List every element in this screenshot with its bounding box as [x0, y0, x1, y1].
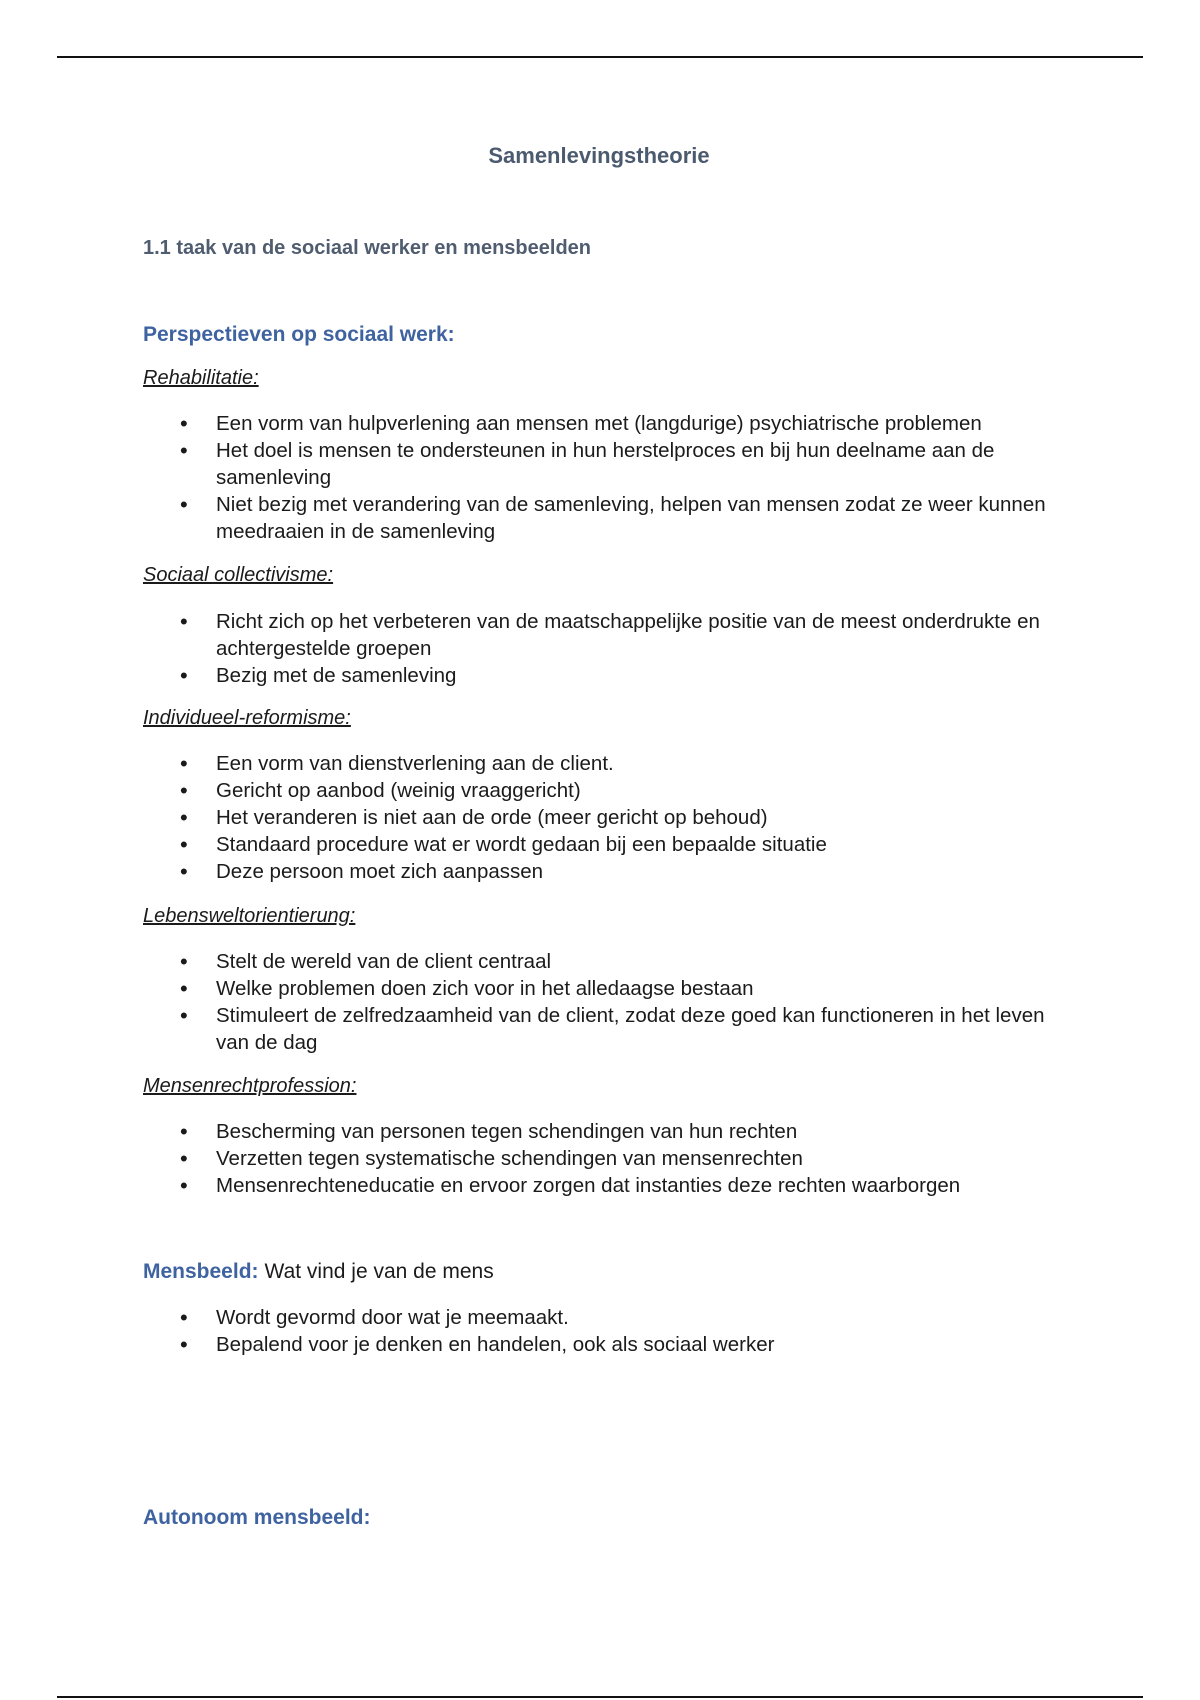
category-mensenrechtprofession-list	[143, 1118, 1063, 1199]
chapter-heading: 1.1 taak van de sociaal werker en mensbeelden	[143, 237, 592, 259]
category-rehabilitatie-label: Rehabilitatie:	[143, 367, 259, 389]
list-item: • Een vorm van dienstverlening aan de client.	[143, 750, 1063, 777]
category-rehabilitatie-list	[143, 410, 1063, 545]
mensbeeld-heading: Mensbeeld:	[143, 1260, 259, 1283]
bottom-rule	[57, 1696, 1143, 1698]
list-item: • Bepalend voor je denken en handelen, ook als sociaal werker	[143, 1331, 1063, 1358]
autonomous-heading: Autonoom mensbeeld:	[143, 1506, 371, 1529]
list-item: • Deze persoon moet zich aanpassen	[143, 858, 1063, 885]
list-item: • Bezig met de samenleving	[143, 662, 1063, 689]
list-item: • Welke problemen doen zich voor in het alledaagse bestaan	[143, 975, 1063, 1002]
list-item: • Verzetten tegen systematische schendingen van mensenrechten	[143, 1145, 1063, 1172]
category-sociaal-collectivisme-label: Sociaal collectivisme:	[143, 564, 334, 586]
category-sociaal-collectivisme-list	[143, 608, 1063, 689]
mensbeeld-text: Wat vind je van de mens	[264, 1260, 494, 1283]
category-individueel-reformisme-label: Individueel-reformisme:	[143, 707, 351, 729]
mensbeeld-list	[143, 1304, 1063, 1358]
document-title: Samenlevingstheorie	[488, 143, 710, 168]
list-item: • Standaard procedure wat er wordt gedaan bij een bepaalde situatie	[143, 831, 1063, 858]
list-item: • Het veranderen is niet aan de orde (meer gericht op behoud)	[143, 804, 1063, 831]
list-item: • Stimuleert de zelfredzaamheid van de client, zodat deze goed kan functioneren in het leven van de dag	[143, 1002, 1063, 1056]
list-item: • Een vorm van hulpverlening aan mensen met (langdurige) psychiatrische problemen	[143, 410, 1063, 437]
category-lebensweltorientierung-list	[143, 948, 1063, 1056]
list-item: • Gericht op aanbod (weinig vraaggericht)	[143, 777, 1063, 804]
list-item: • Niet bezig met verandering van de samenleving, helpen van mensen zodat ze weer kunnen meedraaien in de samenleving	[143, 491, 1063, 545]
list-item: • Stelt de wereld van de client centraal	[143, 948, 1063, 975]
list-item: • Mensenrechteneducatie en ervoor zorgen dat instanties deze rechten waarborgen	[143, 1172, 1063, 1199]
mensbeeld-line	[143, 1260, 494, 1284]
perspectives-heading: Perspectieven op sociaal werk:	[143, 323, 455, 346]
category-lebensweltorientierung-label: Lebensweltorientierung:	[143, 905, 356, 927]
category-individueel-reformisme-list	[143, 750, 1063, 885]
top-rule	[57, 56, 1143, 58]
category-mensenrechtprofession-label: Mensenrechtprofession:	[143, 1075, 357, 1097]
list-item: • Het doel is mensen te ondersteunen in hun herstelproces en bij hun deelname aan de samenleving	[143, 437, 1063, 491]
list-item: • Wordt gevormd door wat je meemaakt.	[143, 1304, 1063, 1331]
list-item: • Bescherming van personen tegen schendingen van hun rechten	[143, 1118, 1063, 1145]
list-item: • Richt zich op het verbeteren van de maatschappelijke positie van de meest onderdrukte en achtergestelde groepen	[143, 608, 1063, 662]
